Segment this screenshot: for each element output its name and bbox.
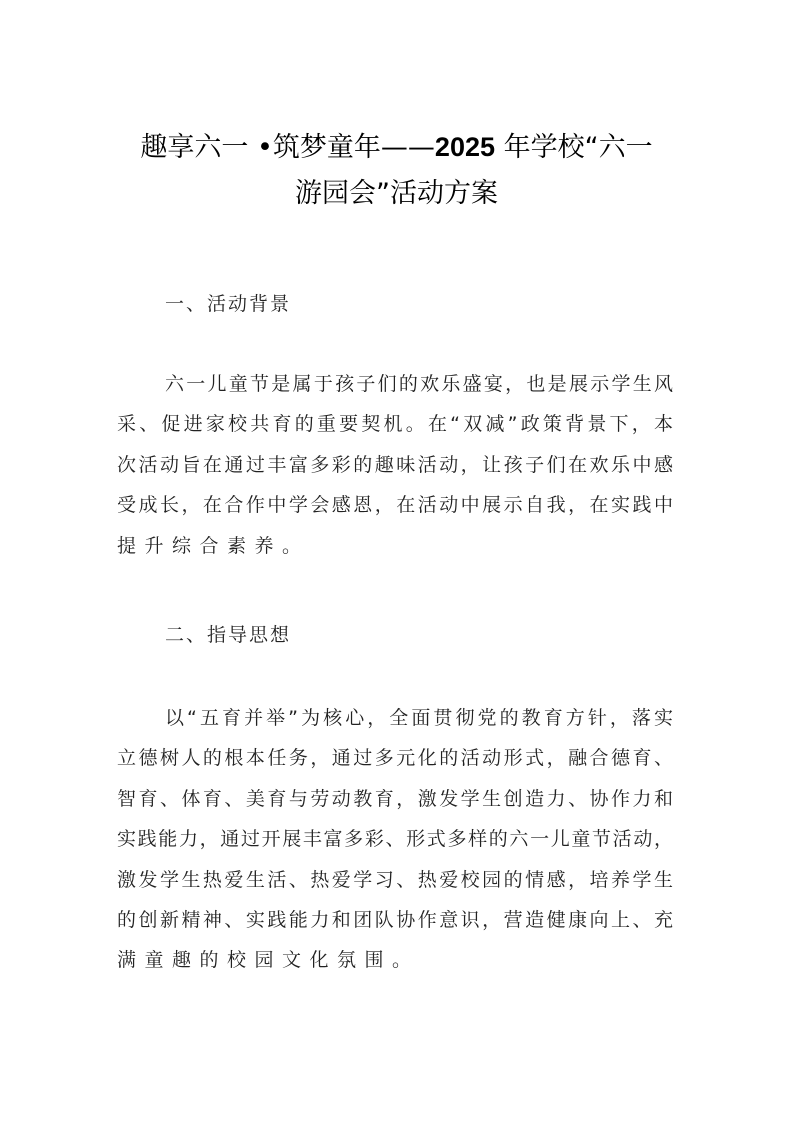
title-line-2: 游园会”活动方案 bbox=[295, 178, 498, 209]
paragraph-line: 采、促进家校共育的重要契机。在“双减”政策背景下，本 bbox=[117, 413, 673, 436]
section-heading-background: 一、活动背景 bbox=[165, 293, 292, 315]
paragraph-line: 智育、体育、美育与劳动教育，激发学生创造力、协作力和 bbox=[117, 787, 673, 810]
paragraph-line: 以“五育并举”为核心，全面贯彻党的教育方针，落实 bbox=[165, 707, 673, 729]
paragraph-line: 提升综合素养。 bbox=[117, 534, 310, 557]
title-year: 2025 bbox=[434, 132, 495, 162]
paragraph-line: 激发学生热爱生活、热爱学习、热爱校园的情感，培养学生 bbox=[117, 868, 673, 891]
paragraph-background bbox=[117, 372, 673, 574]
section-heading-guiding-ideology: 二、指导思想 bbox=[165, 624, 292, 646]
paragraph-line: 次活动旨在通过丰富多彩的趣味活动，让孩子们在欢乐中感 bbox=[117, 453, 673, 476]
title-line-1 bbox=[110, 125, 683, 170]
paragraph-guiding-ideology bbox=[117, 706, 673, 989]
paragraph-line: 立德树人的根本任务，通过多元化的活动形式，融合德育、 bbox=[117, 747, 673, 770]
title-text: 年学校“六一 bbox=[495, 132, 653, 163]
paragraph-line: 受成长，在合作中学会感恩，在活动中展示自我，在实践中 bbox=[117, 494, 673, 517]
paragraph-line: 实践能力，通过开展丰富多彩、形式多样的六一儿童节活动， bbox=[117, 828, 673, 851]
paragraph-line: 六一儿童节是属于孩子们的欢乐盛宴，也是展示学生风 bbox=[165, 373, 673, 395]
paragraph-line: 的创新精神、实践能力和团队协作意识，营造健康向上、充 bbox=[117, 908, 673, 931]
title-text: 趣享六一 •筑梦童年—— bbox=[140, 132, 435, 163]
paragraph-line: 满童趣的校园文化氛围。 bbox=[117, 949, 420, 972]
